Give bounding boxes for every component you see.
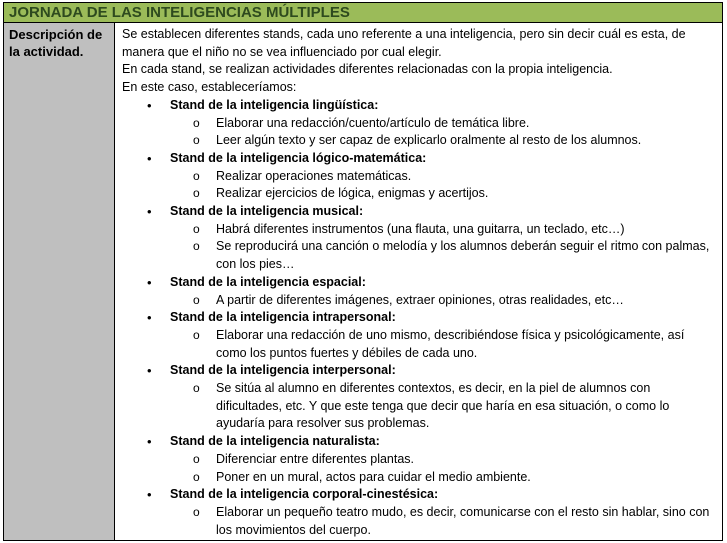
stand-activity xyxy=(122,238,716,273)
intro-paragraph-2: En cada stand, se realizan actividades diferentes relacionadas con la propia inteligencia. xyxy=(122,62,613,77)
bullet-icon: • xyxy=(147,274,152,290)
circle-bullet-icon: o xyxy=(193,221,200,236)
stand-activity-list xyxy=(170,504,716,539)
stand-activity-list xyxy=(170,115,716,150)
stand-title: Stand de la inteligencia interpersonal: xyxy=(170,363,396,378)
stand-activity xyxy=(122,380,716,433)
stand-activity-text: Se sitúa al alumno en diferentes contextos, es decir, en la piel de alumnos con dificultades, etc. Y que este tenga que decir que haría en esa situación, o como lo ayudaría para resolver sus problemas. xyxy=(216,381,670,431)
stand-activity-text: Realizar operaciones matemáticas. xyxy=(216,168,412,183)
stand-item xyxy=(122,274,716,309)
circle-bullet-icon: o xyxy=(193,115,200,130)
bullet-icon: • xyxy=(147,204,152,220)
stand-item xyxy=(122,433,716,486)
circle-bullet-icon: o xyxy=(193,168,200,183)
bullet-icon: • xyxy=(147,363,152,379)
bullet-icon: • xyxy=(147,310,152,326)
circle-bullet-icon: o xyxy=(193,504,200,519)
bullet-icon: • xyxy=(147,434,152,450)
stand-activity-text: A partir de diferentes imágenes, extraer opiniones, otras realidades, etc… xyxy=(216,292,624,307)
stand-item xyxy=(122,150,716,203)
stand-item xyxy=(122,309,716,362)
stand-activity xyxy=(122,292,716,310)
stand-title: Stand de la inteligencia naturalista: xyxy=(170,434,380,449)
stand-activity-text: Se reproducirá una canción o melodía y los alumnos deberán seguir el ritmo con palmas, con los pies… xyxy=(216,239,710,272)
stand-activity-text: Elaborar un pequeño teatro mudo, es decir, comunicarse con el resto sin hablar, sino con los movimientos del cuerpo. xyxy=(216,504,710,537)
stand-list xyxy=(122,97,716,540)
stand-activity xyxy=(122,221,716,239)
bullet-icon: • xyxy=(147,487,152,503)
stand-activity xyxy=(122,327,716,362)
circle-bullet-icon: o xyxy=(193,239,200,254)
stand-item xyxy=(122,97,716,150)
circle-bullet-icon: o xyxy=(193,186,200,201)
stand-activity-text: Diferenciar entre diferentes plantas. xyxy=(216,451,415,466)
intro-paragraph-3: En este caso, estableceríamos: xyxy=(122,80,297,95)
stand-title: Stand de la inteligencia musical: xyxy=(170,204,364,219)
circle-bullet-icon: o xyxy=(193,451,200,466)
stand-activity-list xyxy=(170,292,716,310)
circle-bullet-icon: o xyxy=(193,327,200,342)
stand-activity-text: Elaborar una redacción/cuento/artículo de temática libre. xyxy=(216,115,530,130)
stand-activity xyxy=(122,115,716,133)
stand-activity-list xyxy=(170,451,716,486)
row-content xyxy=(115,23,722,540)
intro-paragraph-1: Se establecen diferentes stands, cada uno referente a una inteligencia, pero sin decir cuál es esta, de manera que el niño no se vea influenciado por cual elegir. xyxy=(122,27,686,59)
stand-activity-text: Poner en un mural, actos para cuidar el medio ambiente. xyxy=(216,469,531,484)
stand-activity-list xyxy=(170,221,716,274)
circle-bullet-icon: o xyxy=(193,292,200,307)
stand-title: Stand de la inteligencia intrapersonal: xyxy=(170,310,396,325)
circle-bullet-icon: o xyxy=(193,469,200,484)
table-body-row xyxy=(4,23,722,540)
stand-activity-text: Realizar ejercicios de lógica, enigmas y acertijos. xyxy=(216,186,489,201)
stand-title: Stand de la inteligencia lógico-matemática: xyxy=(170,150,427,165)
stand-title: Stand de la inteligencia lingüística: xyxy=(170,97,379,112)
stand-activity-list xyxy=(170,327,716,362)
stand-item xyxy=(122,203,716,274)
stand-activity-list xyxy=(170,380,716,433)
stand-activity-text: Habrá diferentes instrumentos (una flauta, una guitarra, un teclado, etc…) xyxy=(216,221,625,236)
stand-activity-text: Leer algún texto y ser capaz de explicarlo oralmente al resto de los alumnos. xyxy=(216,133,642,148)
stand-activity xyxy=(122,504,716,539)
stand-item xyxy=(122,362,716,433)
table-title: JORNADA DE LAS INTELIGENCIAS MÚLTIPLES xyxy=(4,3,722,23)
bullet-icon: • xyxy=(147,150,152,166)
stand-activity-list xyxy=(170,168,716,203)
row-label: Descripción de la actividad. xyxy=(4,23,115,540)
stand-item xyxy=(122,486,716,539)
stand-activity-text: Elaborar una redacción de uno mismo, describiéndose física y psicológicamente, así como los puntos fuertes y débiles de cada uno. xyxy=(216,327,685,360)
stand-activity xyxy=(122,451,716,469)
stand-activity xyxy=(122,469,716,487)
stand-title: Stand de la inteligencia espacial: xyxy=(170,274,366,289)
stand-activity xyxy=(122,132,716,150)
bullet-icon: • xyxy=(147,97,152,113)
stand-activity xyxy=(122,168,716,186)
stand-activity xyxy=(122,185,716,203)
circle-bullet-icon: o xyxy=(193,381,200,396)
circle-bullet-icon: o xyxy=(193,133,200,148)
activity-table xyxy=(3,2,723,541)
stand-title: Stand de la inteligencia corporal-cinestésica: xyxy=(170,487,439,502)
